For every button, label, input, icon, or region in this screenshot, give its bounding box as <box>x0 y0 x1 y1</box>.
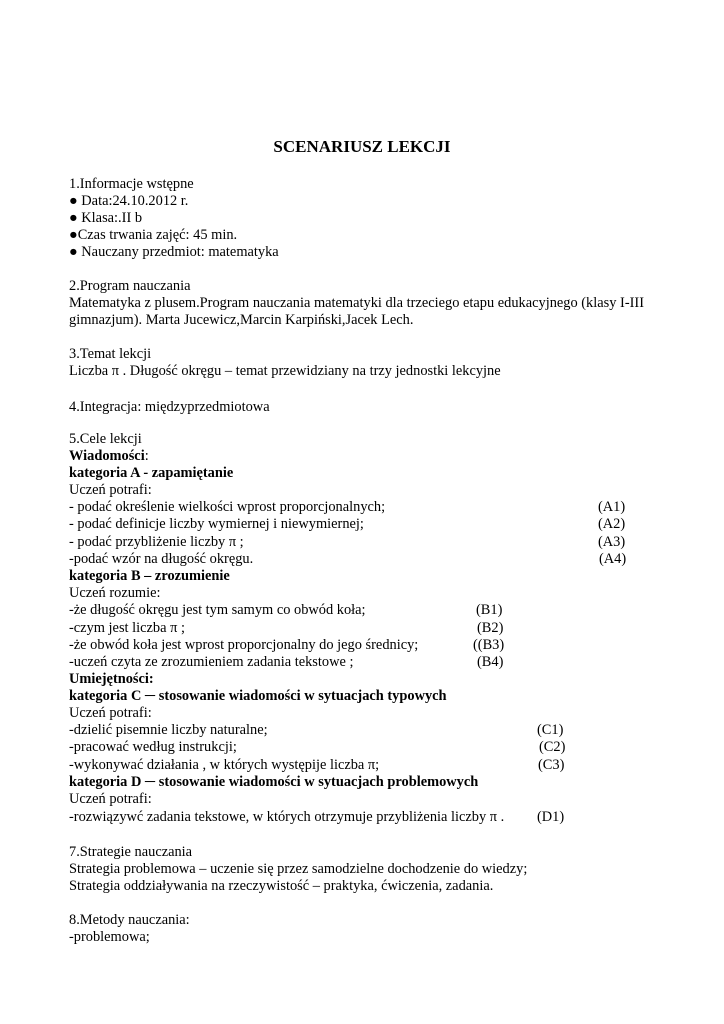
objective-b1-text: -że długość okręgu jest tym samym co obwód koła; <box>69 602 366 618</box>
objective-b2-text: -czym jest liczba π ; <box>69 620 185 636</box>
objective-c1-code: (C1) <box>537 722 564 738</box>
info-duration: ●Czas trwania zajęć: 45 min. <box>69 227 238 243</box>
objective-b4-code: (B4) <box>477 654 504 670</box>
objective-a3-text: - podać przybliżenie liczby π ; <box>69 534 244 550</box>
objective-b2-code: (B2) <box>477 620 504 636</box>
objective-a1-code: (A1) <box>598 499 626 515</box>
category-d-intro: Uczeń potrafi: <box>69 791 152 807</box>
category-a-title: kategoria A - zapamiętanie <box>69 465 234 481</box>
objective-a2-text: - podać definicje liczby wymiernej i niewymiernej; <box>69 516 364 532</box>
objective-a3-code: (A3) <box>598 534 626 550</box>
lesson-topic: Liczba π . Długość okręgu – temat przewidziany na trzy jednostki lekcyjne <box>69 363 501 379</box>
info-date: ● Data:24.10.2012 r. <box>69 193 189 209</box>
category-d-title: kategoria D ─ stosowanie wiadomości w sytuacjach problemowych <box>69 774 479 790</box>
section-7-heading: 7.Strategie nauczania <box>69 844 193 860</box>
category-a-intro: Uczeń potrafi: <box>69 482 152 498</box>
document-title: SCENARIUSZ LEKCJI <box>273 137 451 156</box>
program-line-1: Matematyka z plusem.Program nauczania matematyki dla trzeciego etapu edukacyjnego (klasy I-III <box>69 295 644 311</box>
objective-c3-code: (C3) <box>538 757 565 773</box>
category-c-intro: Uczeń potrafi: <box>69 705 152 721</box>
strategy-line-1: Strategia problemowa – uczenie się przez samodzielne dochodzenie do wiedzy; <box>69 861 528 877</box>
section-3-heading: 3.Temat lekcji <box>69 346 152 362</box>
objective-a2-code: (A2) <box>598 516 626 532</box>
method-line-1: -problemowa; <box>69 929 150 945</box>
objective-d1-code: (D1) <box>537 809 565 825</box>
section-1-heading: 1.Informacje wstępne <box>69 176 194 192</box>
section-8-heading: 8.Metody nauczania: <box>69 912 190 928</box>
objective-c2-code: (C2) <box>539 739 566 755</box>
objective-b1-code: (B1) <box>476 602 503 618</box>
info-subject: ● Nauczany przedmiot: matematyka <box>69 244 279 260</box>
objective-b3-code: ((B3) <box>473 637 505 653</box>
skills-heading: Umiejętności: <box>69 671 154 687</box>
section-4-heading: 4.Integracja: międzyprzedmiotowa <box>69 399 270 415</box>
info-class: ● Klasa:.II b <box>69 210 143 226</box>
objective-b4-text: -uczeń czyta ze zrozumieniem zadania tekstowe ; <box>69 654 354 670</box>
objective-a4-code: (A4) <box>599 551 627 567</box>
objective-a4-text: -podać wzór na długość okręgu. <box>69 551 254 567</box>
objective-c3-text: -wykonywać działania , w których występije liczba π; <box>69 757 380 773</box>
category-b-title: kategoria B – zrozumienie <box>69 568 230 584</box>
objective-b3-text: -że obwód koła jest wprost proporcjonalny do jego średnicy; <box>69 637 419 653</box>
knowledge-label: Wiadomości <box>69 448 145 464</box>
program-line-2: gimnazjum). Marta Jucewicz,Marcin Karpiński,Jacek Lech. <box>69 312 414 328</box>
category-b-intro: Uczeń rozumie: <box>69 585 161 601</box>
category-c-title: kategoria C ─ stosowanie wiadomości w sytuacjach typowych <box>69 688 447 704</box>
section-5-heading: 5.Cele lekcji <box>69 431 142 447</box>
objective-d1-text: -rozwiązywć zadania tekstowe, w których otrzymuje przybliżenia liczby π . <box>69 809 505 825</box>
strategy-line-2: Strategia oddziaływania na rzeczywistość – praktyka, ćwiczenia, zadania. <box>69 878 494 894</box>
knowledge-heading <box>69 448 149 465</box>
objective-c2-text: -pracować według instrukcji; <box>69 739 237 755</box>
section-2-heading: 2.Program nauczania <box>69 278 191 294</box>
objective-a1-text: - podać określenie wielkości wprost proporcjonalnych; <box>69 499 386 515</box>
objective-c1-text: -dzielić pisemnie liczby naturalne; <box>69 722 268 738</box>
knowledge-colon: : <box>144 448 149 464</box>
